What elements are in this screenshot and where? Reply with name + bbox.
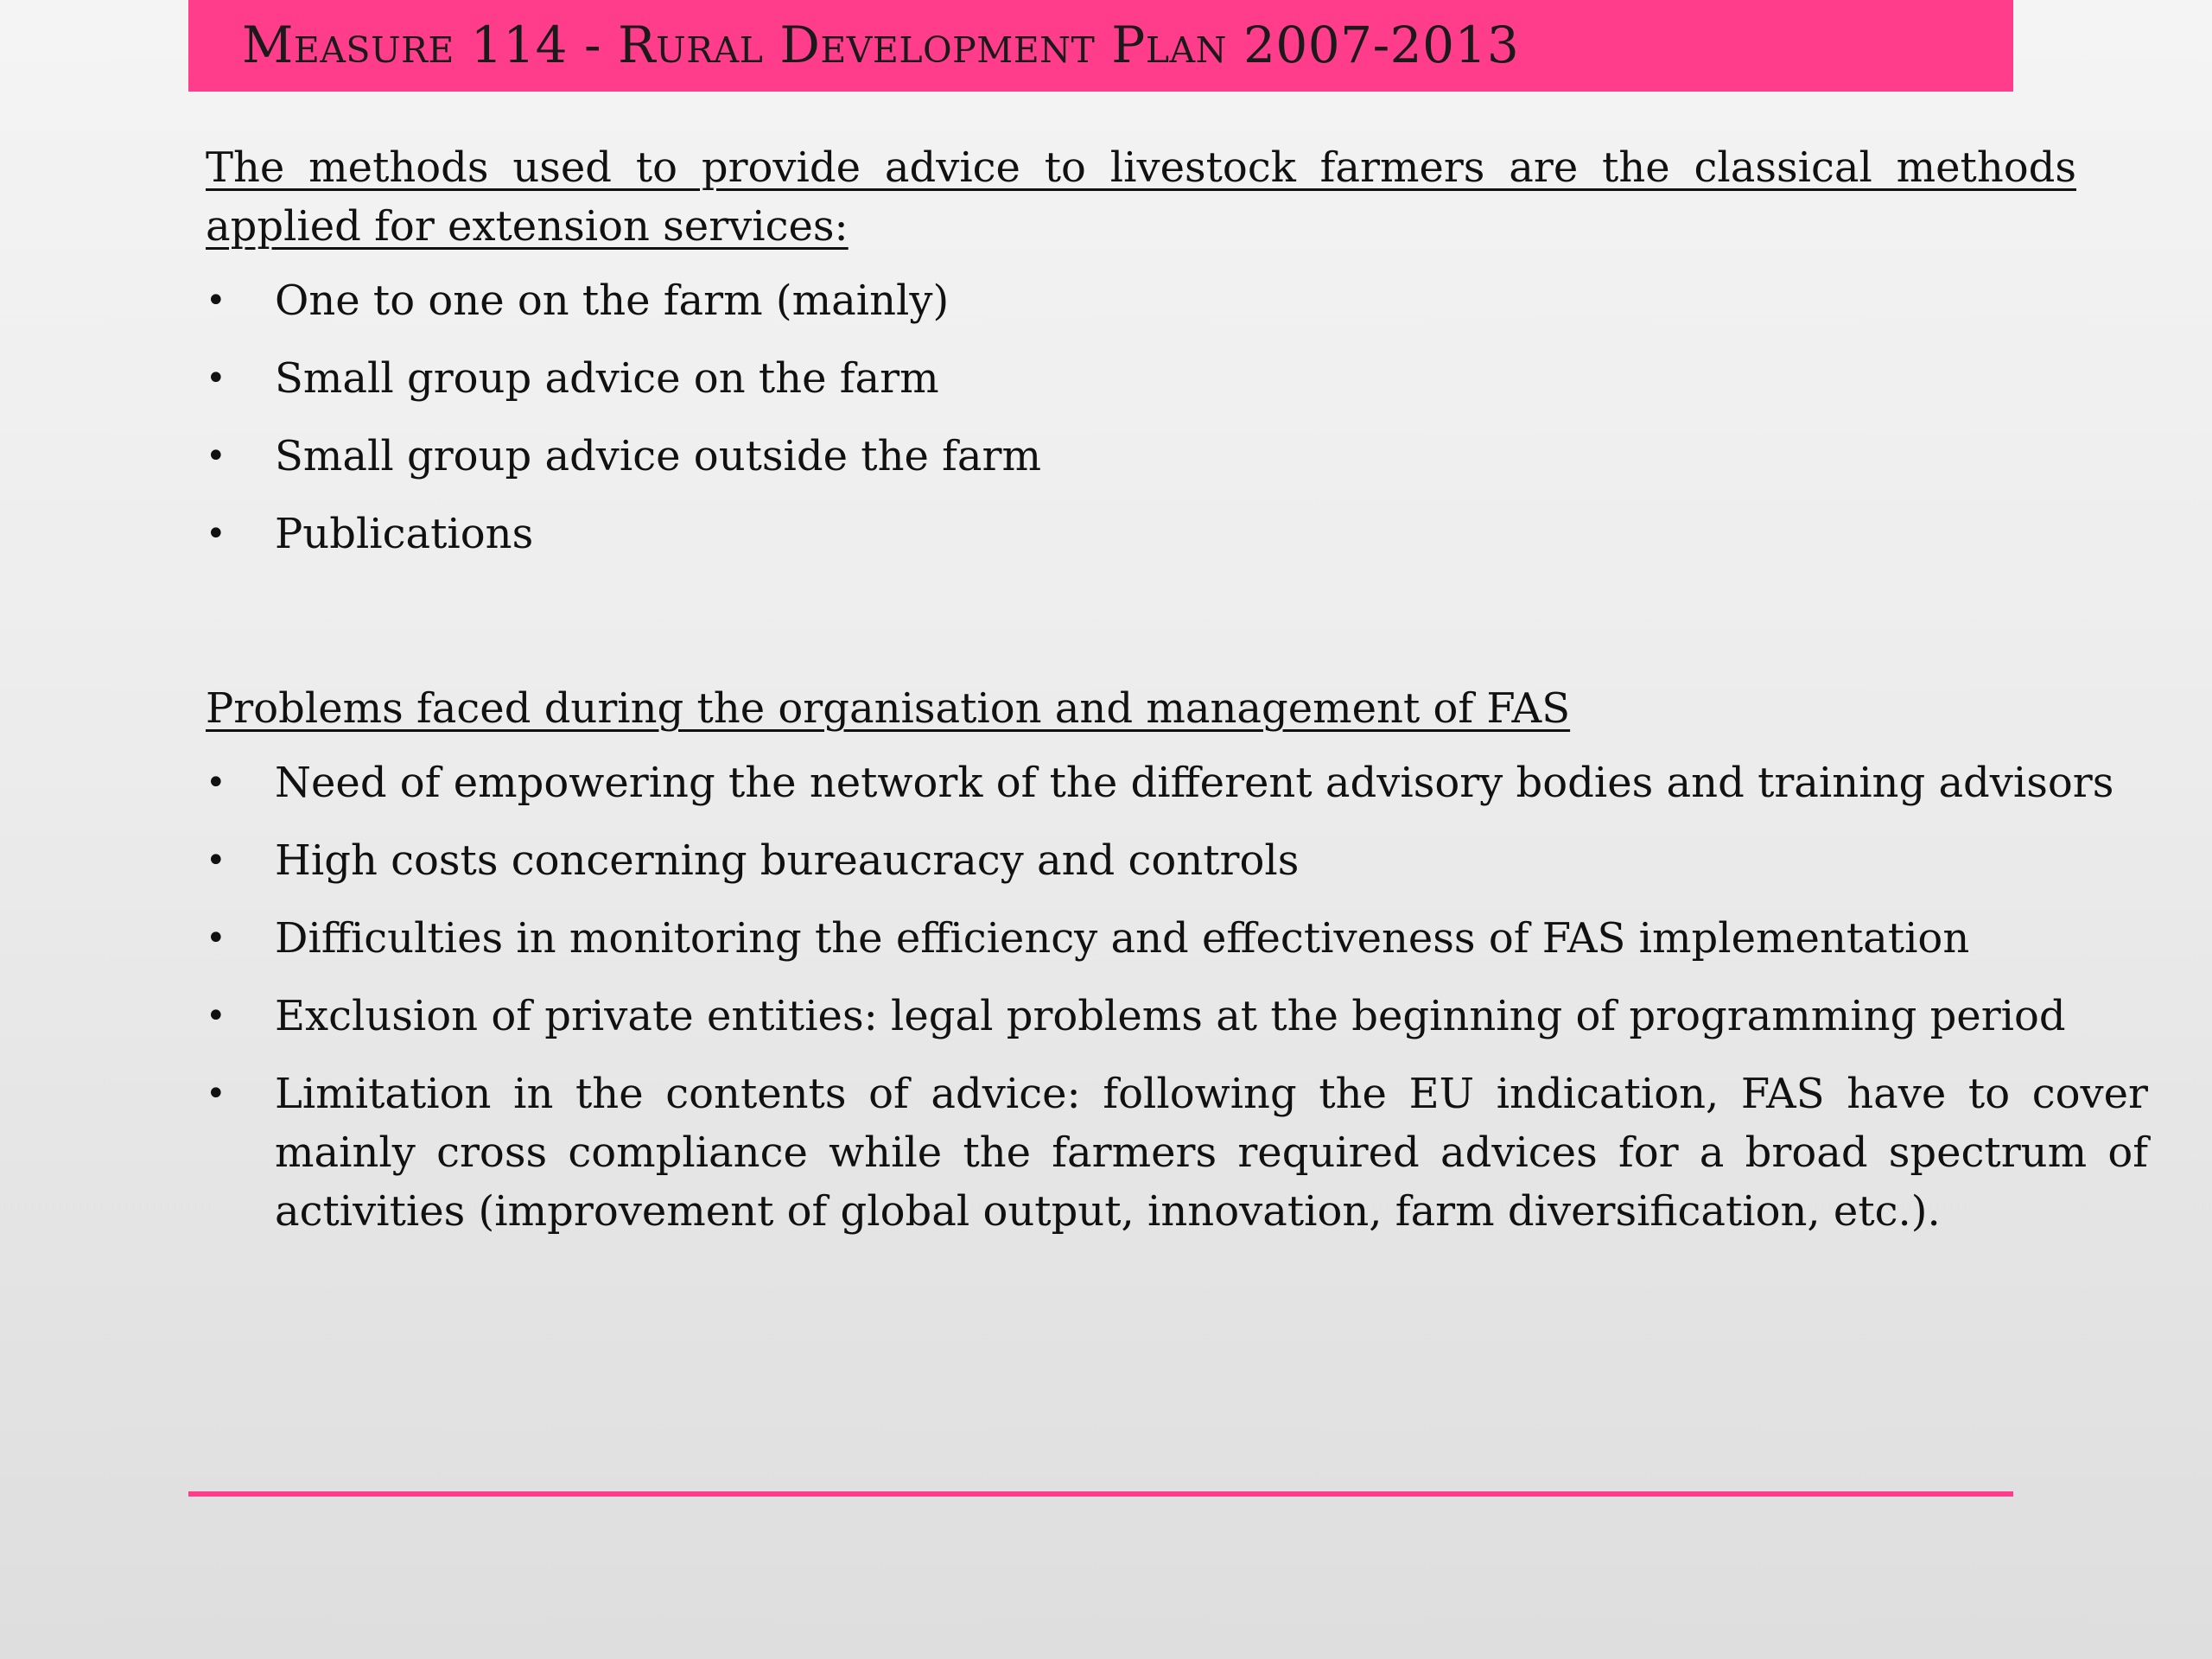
- list-item: [206, 427, 2115, 486]
- footer-divider: [188, 1491, 2013, 1497]
- list-item: [206, 271, 2115, 330]
- problems-heading: Problems faced during the organisation and management of FAS: [206, 684, 1571, 733]
- list-item-text: Difficulties in monitoring the efficiency and effectiveness of FAS implementation: [275, 914, 1970, 963]
- bullet-icon: •: [206, 918, 226, 958]
- list-item-text: Need of empowering the network of the different advisory bodies and training advisors: [275, 759, 2114, 807]
- problems-list: [206, 753, 2148, 1241]
- list-item: [206, 831, 2115, 890]
- list-item-text: Exclusion of private entities: legal problems at the beginning of programming period: [275, 992, 2066, 1040]
- bullet-icon: •: [206, 841, 226, 880]
- list-item: [206, 1065, 2148, 1241]
- list-item-text: Small group advice outside the farm: [275, 432, 1041, 480]
- bullet-icon: •: [206, 359, 226, 398]
- bullet-icon: •: [206, 514, 226, 554]
- slide-content: [206, 138, 2148, 1241]
- list-item-text: Small group advice on the farm: [275, 354, 939, 403]
- methods-list: [206, 271, 2115, 563]
- slide-title: Measure 114 - Rural Development Plan 2007-2013: [242, 16, 1520, 74]
- list-item-text: One to one on the farm (mainly): [275, 276, 950, 325]
- bullet-icon: •: [206, 996, 226, 1036]
- problems-section: [206, 679, 2148, 1241]
- bullet-icon: •: [206, 281, 226, 321]
- methods-section: [206, 138, 2115, 563]
- list-item: [206, 909, 2115, 968]
- bullet-icon: •: [206, 1074, 226, 1114]
- bullet-icon: •: [206, 763, 226, 803]
- list-item: [206, 753, 2115, 812]
- list-item: [206, 505, 2115, 563]
- list-item: [206, 987, 2115, 1046]
- list-item: [206, 349, 2115, 408]
- list-item-text: Publications: [275, 510, 534, 558]
- list-item-text: High costs concerning bureaucracy and controls: [275, 836, 1300, 885]
- bullet-icon: •: [206, 436, 226, 476]
- list-item-text: Limitation in the contents of advice: following the EU indication, FAS have to cover mainly cross compliance while the farmers required advices for a broad spectrum of activities (improvement of global output, innovation, farm diversification, etc.).: [275, 1070, 2148, 1236]
- title-bar: [188, 0, 2013, 92]
- methods-heading: The methods used to provide advice to livestock farmers are the classical methods applied for extension services:: [206, 143, 2076, 251]
